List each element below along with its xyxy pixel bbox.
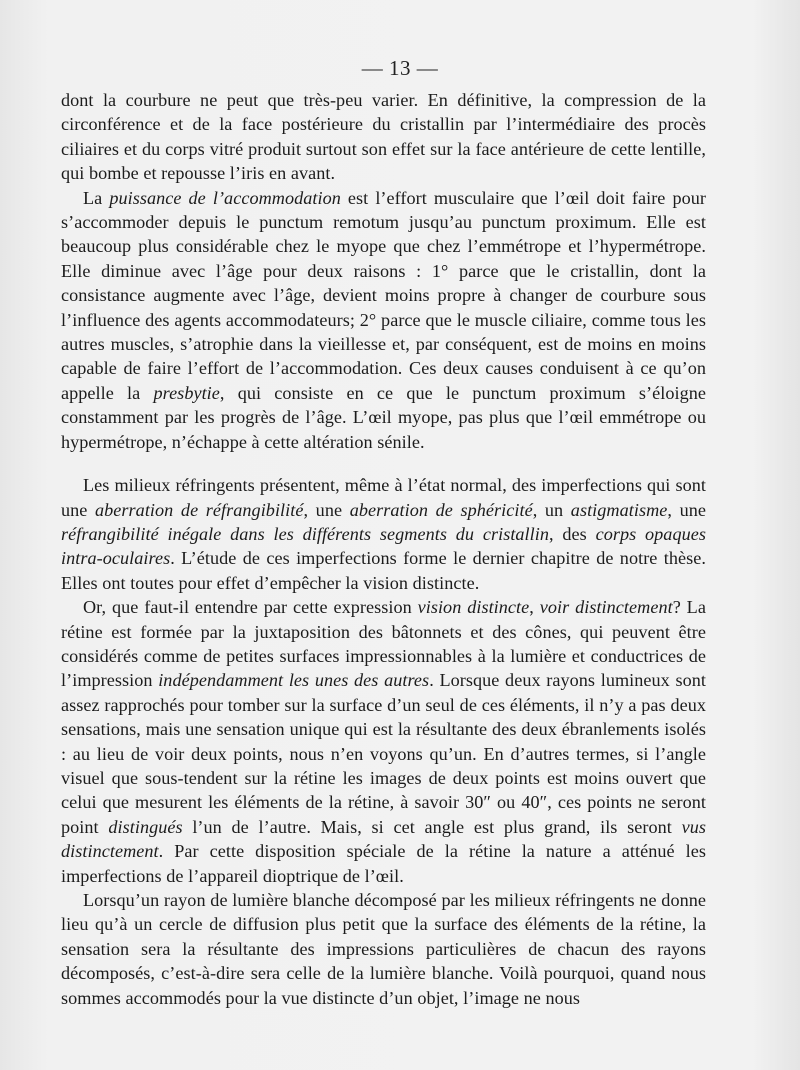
paragraph-4 xyxy=(61,595,706,888)
paragraph-1 xyxy=(61,88,706,186)
text-run: l’un de l’autre. Mais, si cet angle est plus grand, ils seront xyxy=(182,816,682,837)
page-number: — 13 — xyxy=(361,56,439,80)
italic-text: réfrangibilité inégale dans les différents segments du cristallin xyxy=(61,523,550,544)
italic-text: puissance de l’accommodation xyxy=(109,187,341,208)
text-run: La xyxy=(83,187,110,208)
text-run: ? La rétine est formée par la juxtaposition des bâtonnets et des cônes, qui peuvent être considérés comme de petites surfaces impressionnables à la lumière et conductrices de l’impression xyxy=(61,597,706,691)
text-run: Or, que faut-il entendre par cette expression xyxy=(83,597,418,618)
paragraph-2 xyxy=(61,186,706,454)
italic-text: corps opaques intra-oculaires xyxy=(61,523,706,569)
text-run: , une xyxy=(667,499,706,520)
text-run: . Par cette disposition spéciale de la rétine la nature a atténué les imperfections de l’appareil dioptrique de l’œil. xyxy=(61,841,706,886)
body-text xyxy=(61,88,706,1010)
italic-text: aberration de sphéricité xyxy=(349,499,533,520)
italic-text: astigmatisme xyxy=(570,499,668,520)
text-run: Les milieux réfringents présentent, même à l’état normal, des imperfections qui sont une xyxy=(61,475,706,520)
italic-text: aberration de réfrangibilité xyxy=(95,499,304,520)
italic-text: indépendamment les unes des autres xyxy=(158,670,430,691)
text-run: , des xyxy=(549,523,596,544)
text-run: Lorsqu’un rayon de lumière blanche décomposé par les milieux réfringents ne donne lieu qu’à un cercle de diffusion plus petit que la surface des éléments de la rétine, la sensation sera la résultante des impressions particulières de chacun des rayons décomposés, c’est-à-dire sera celle de la lumière blanche. Voilà pourquoi, quand nous sommes accommodés pour la vue distincte d’un objet, l’image ne nous xyxy=(61,890,706,1008)
italic-text: voir distinctement xyxy=(539,597,673,618)
text-run: , une xyxy=(303,499,350,520)
text-run: , qui consiste en ce que le punctum proximum s’éloigne constamment par les progrès de l’âge. L’œil myope, pas plus que l’œil emmétrope ou hypermétrope, n’échappe à cette altération sénile. xyxy=(61,382,707,452)
italic-text: vus distinctement xyxy=(61,816,707,862)
italic-text: presbytie xyxy=(153,382,220,403)
italic-text: distingués xyxy=(108,816,183,837)
text-run: est l’effort musculaire que l’œil doit faire pour s’accommoder depuis le punctum remotum jusqu’au punctum proximum. Elle est beaucoup plus considérable chez le myope que chez l’emmétrope et l’hypermétrope. Elle diminue avec l’âge pour deux raisons : 1° parce que le cristallin, dont la consistance augmente avec l’âge, devient moins propre à changer de courbure sous l’influence des agents accommodateurs; 2° parce que le muscle ciliaire, comme tous les autres muscles, s’atrophie dans la vieillesse et, par conséquent, est de moins en moins capable de faire l’effort de l’accommodation. Ces deux causes conduisent à ce qu’on appelle la xyxy=(61,187,706,403)
paragraph-5 xyxy=(61,888,706,1010)
text-run: , un xyxy=(532,499,571,520)
text-run: dont la courbure ne peut que très-peu varier. En définitive, la compression de la circonférence et de la face postérieure du cristallin par l’intermédiaire des procès ciliaires et du corps vitré produit surtout son effet sur la face antérieure de cette lentille, qui bombe et repousse l’iris en avant. xyxy=(61,90,706,184)
text-run: . Lorsque deux rayons lumineux sont assez rapprochés pour tomber sur la surface d’un seul de ces éléments, il n’y a pas deux sensations, mais une sensation unique qui est la résultante des deux ébranlements isolés : au lieu de voir deux points, nous n’en voyons qu’un. En d’autres termes, si l’angle visuel que sous-tendent sur la rétine les images de deux points est moins ouvert que celui que mesurent les éléments de la rétine, à savoir 30″ ou 40″, ces points ne seront point xyxy=(61,670,706,837)
text-run: . L’étude de ces imperfections forme le dernier chapitre de notre thèse. Elles ont toutes pour effet d’empêcher la vision distincte. xyxy=(61,548,706,593)
paragraph-3 xyxy=(61,473,706,595)
text-run: , xyxy=(529,597,540,618)
italic-text: vision distincte xyxy=(417,597,530,618)
